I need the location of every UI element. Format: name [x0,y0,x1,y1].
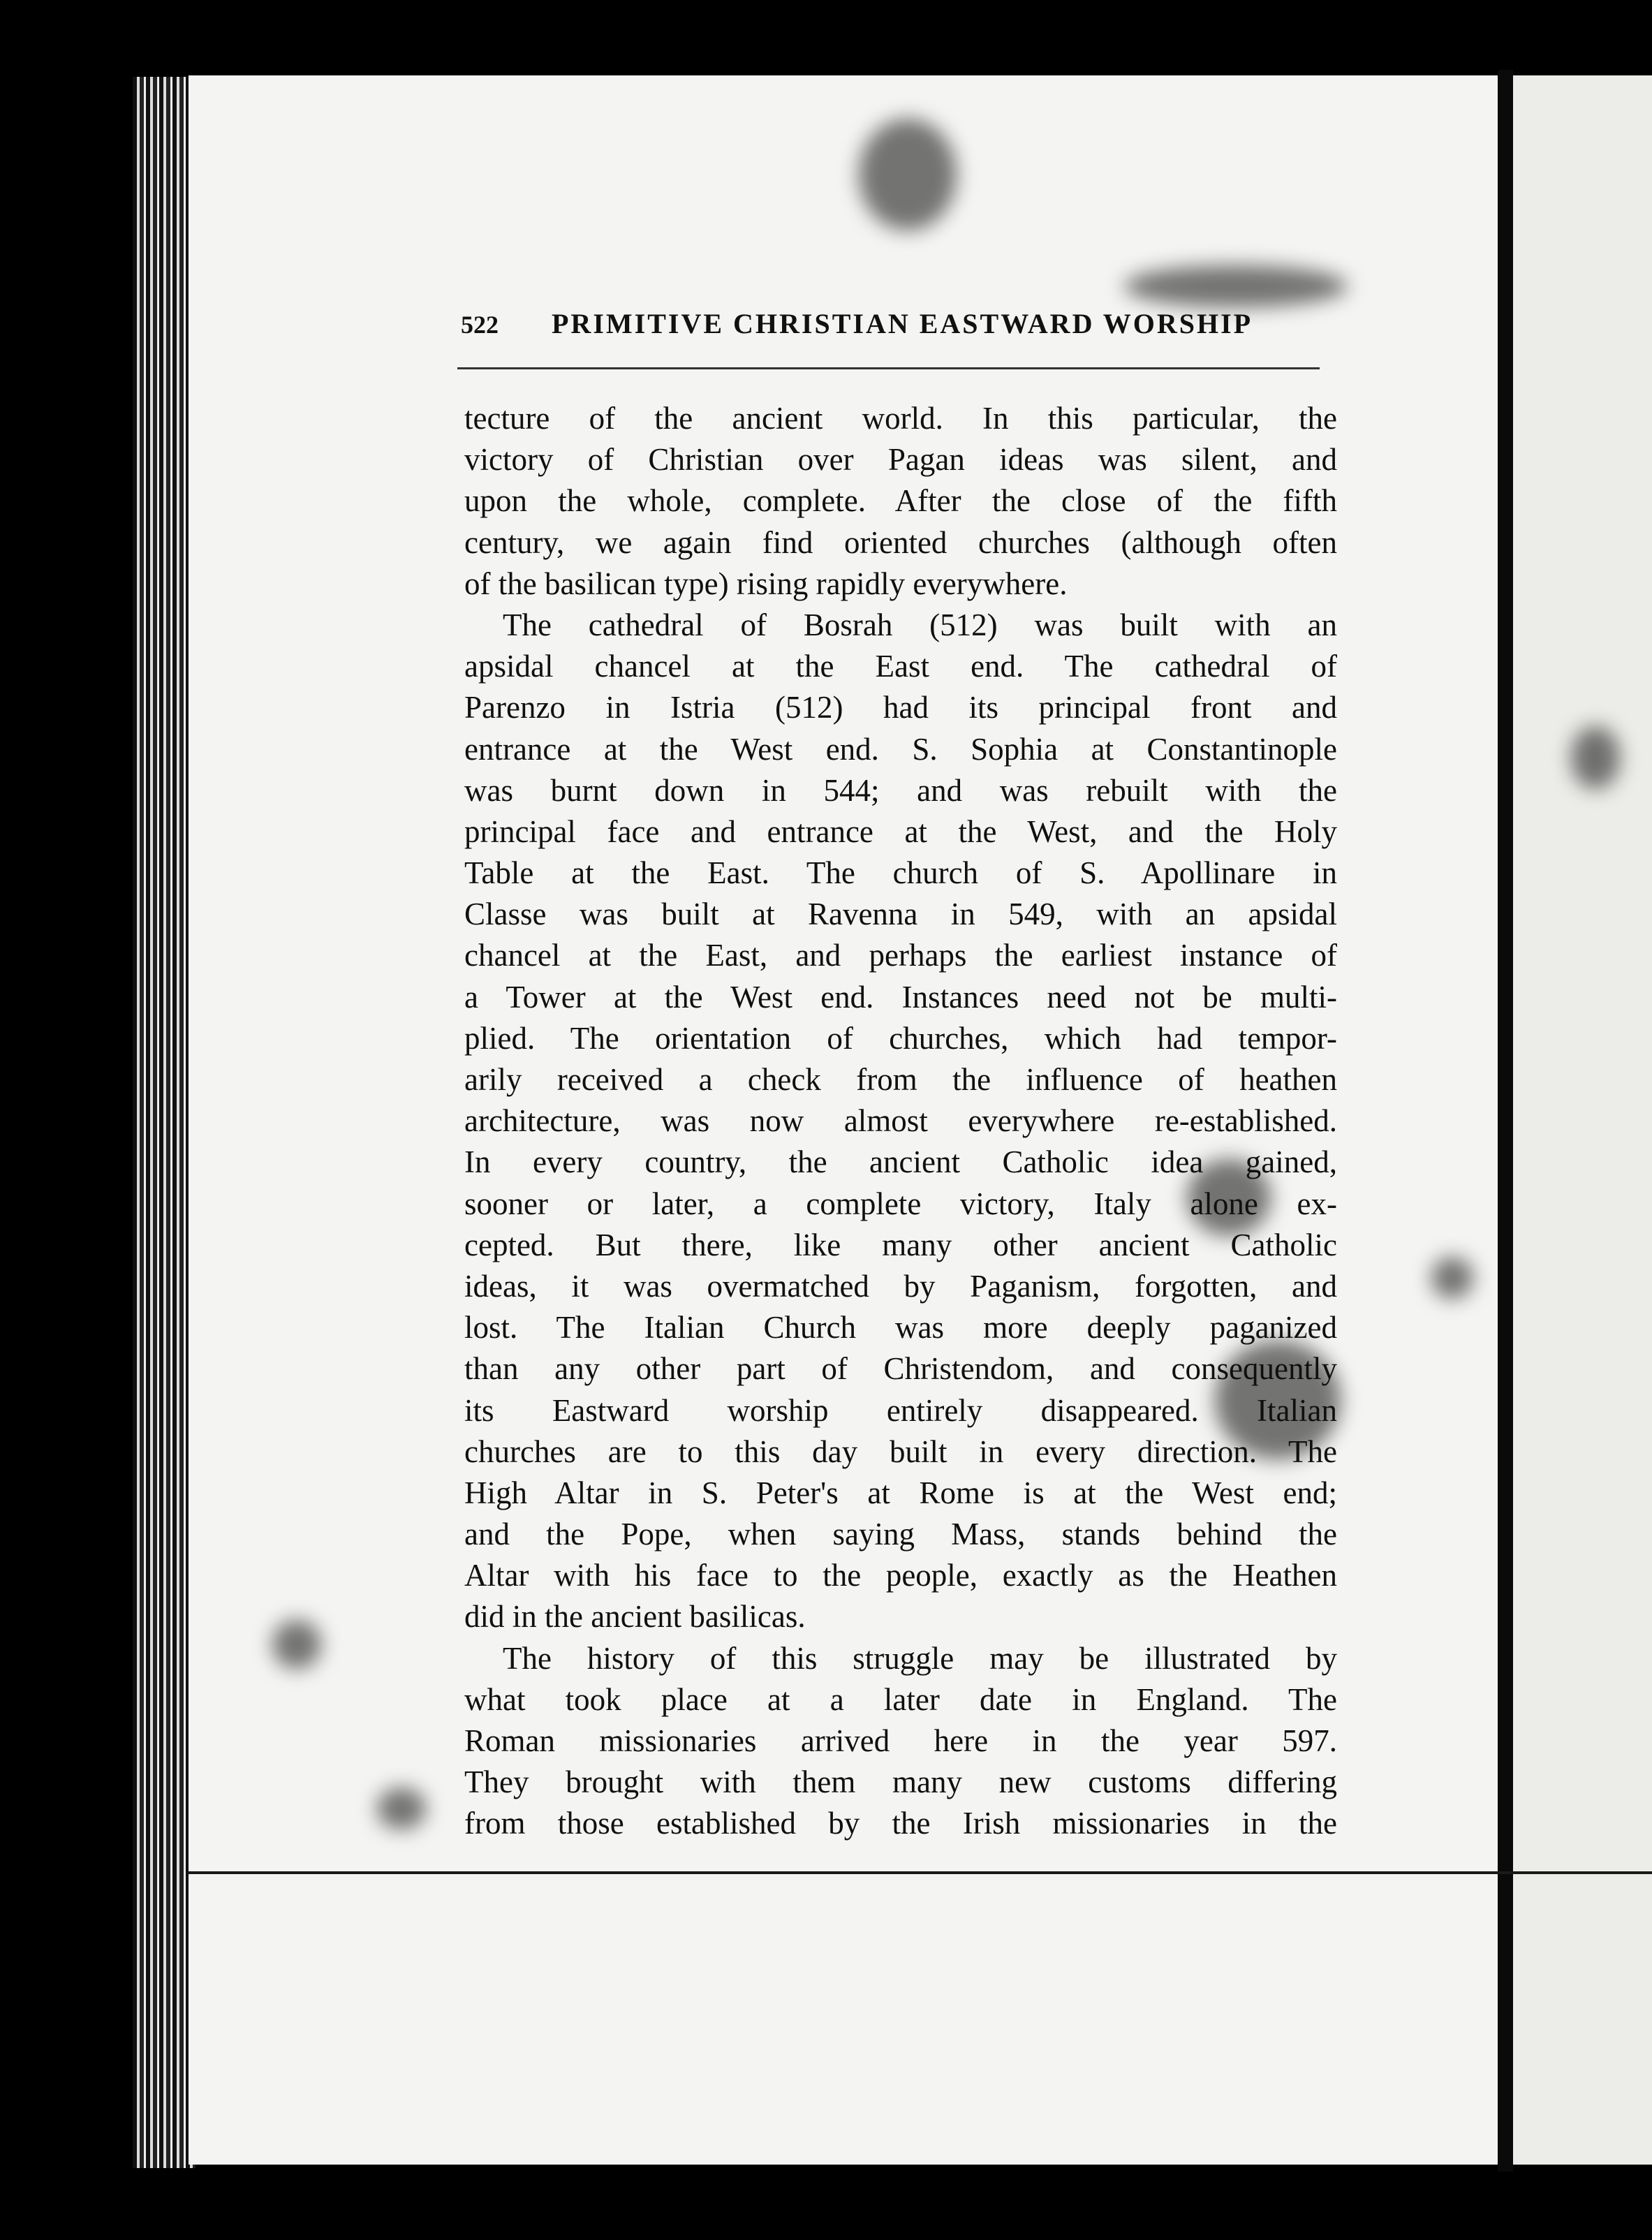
text-line: from those established by the Irish missionaries in the [464,1806,1337,1841]
text-line: upon the whole, complete. After the close of the fifth [464,483,1337,519]
page-header [461,307,1320,349]
facing-page [1513,75,1652,2165]
ink-stain [377,1788,426,1829]
body-text [464,398,1337,1845]
text-line: Table at the East. The church of S. Apollinare in [464,855,1337,891]
text-line: arily received a check from the influence of heathen [464,1062,1337,1097]
text-line: plied. The orientation of churches, which had tempor- [464,1020,1337,1056]
text-line: and the Pope, when saying Mass, stands behind the [464,1517,1337,1552]
ink-stain [1431,1257,1473,1299]
text-line: of the basilican type) rising rapidly everywhere. [464,566,1068,601]
text-line: architecture, was now almost everywhere re-established. [464,1103,1337,1139]
text-line: principal face and entrance at the West, and the Holy [464,813,1337,849]
text-line: Altar with his face to the people, exactly as the Heathen [464,1558,1337,1593]
ink-stain [859,119,957,230]
text-line: what took place at a later date in England. The [464,1681,1337,1717]
text-line: was burnt down in 544; and was rebuilt with the [464,772,1337,808]
text-line: High Altar in S. Peter's at Rome is at the West end; [464,1475,1337,1510]
text-line: a Tower at the West end. Instances need not be multi- [464,979,1337,1015]
text-line: victory of Christian over Pagan ideas was silent, and [464,442,1337,478]
text-line: Roman missionaries arrived here in the year 597. [464,1723,1337,1758]
running-title: PRIMITIVE CHRISTIAN EASTWARD WORSHIP [552,308,1253,339]
header-rule [457,367,1320,369]
text-line: tecture of the ancient world. In this particular, the [464,401,1337,436]
text-line: The history of this struggle may be illustrated by [503,1640,1337,1676]
text-line: ideas, it was overmatched by Paganism, forgotten, and [464,1268,1337,1304]
text-line: chancel at the East, and perhaps the earliest instance of [464,938,1337,973]
page-number: 522 [461,311,499,339]
text-line: churches are to this day built in every direction. The [464,1434,1337,1469]
text-line: century, we again find oriented churches (although often [464,524,1337,560]
text-line: They brought with them many new customs differing [464,1764,1337,1800]
text-line: Classe was built at Ravenna in 549, with an apsidal [464,897,1337,932]
page-edges [133,77,196,2168]
text-line: its Eastward worship entirely disappeared. Italian [464,1392,1337,1428]
text-line: lost. The Italian Church was more deeply paganized [464,1310,1337,1346]
text-line: Parenzo in Istria (512) had its principal front and [464,690,1337,725]
ink-stain [1124,265,1348,307]
text-line: cepted. But there, like many other ancient Catholic [464,1227,1337,1262]
text-line: did in the ancient basilicas. [464,1599,806,1635]
binding-gutter [1498,70,1513,2172]
text-line: entrance at the West end. S. Sophia at Constantinople [464,731,1337,767]
text-line: The cathedral of Bosrah (512) was built with an [503,607,1337,642]
text-line: than any other part of Christendom, and consequently [464,1351,1337,1387]
ink-stain [1571,726,1620,789]
ink-stain [272,1620,321,1669]
text-line: sooner or later, a complete victory, Italy alone ex- [464,1186,1337,1221]
text-line: In every country, the ancient Catholic idea gained, [464,1144,1337,1180]
text-line: apsidal chancel at the East end. The cathedral of [464,649,1337,684]
film-edge-line [189,1871,1652,1874]
